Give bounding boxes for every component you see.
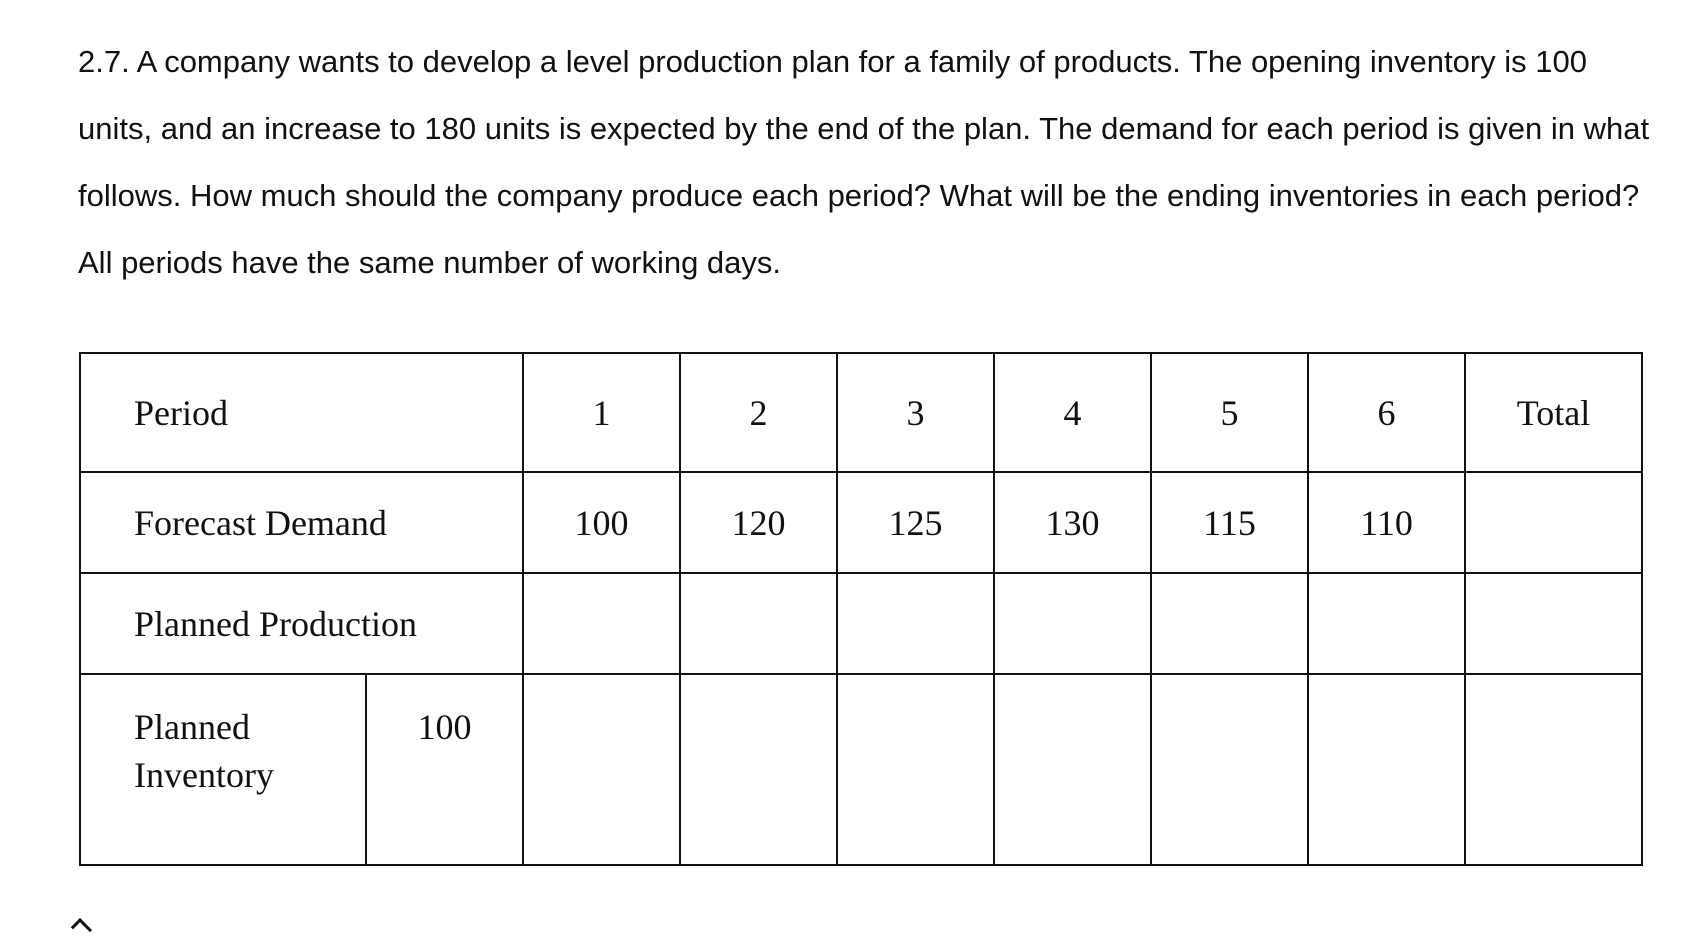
inventory-cell-2 [680, 674, 837, 865]
planned-inventory-label-line1: Planned [134, 707, 250, 747]
planned-production-label: Planned Production [80, 573, 523, 674]
forecast-demand-label: Forecast Demand [80, 472, 523, 573]
production-cell-2 [680, 573, 837, 674]
inventory-cell-3 [837, 674, 994, 865]
production-cell-6 [1308, 573, 1465, 674]
demand-cell-5: 115 [1151, 472, 1308, 573]
production-cell-5 [1151, 573, 1308, 674]
demand-cell-3: 125 [837, 472, 994, 573]
demand-total-cell [1465, 472, 1642, 573]
production-plan-table [79, 352, 1643, 866]
table-row-planned-production [80, 573, 1642, 674]
period-header-6: 6 [1308, 353, 1465, 472]
demand-cell-4: 130 [994, 472, 1151, 573]
planned-inventory-label-line2: Inventory [134, 755, 274, 795]
production-total-cell [1465, 573, 1642, 674]
inventory-cell-4 [994, 674, 1151, 865]
total-header: Total [1465, 353, 1642, 472]
cut-off-glyph [71, 918, 92, 939]
period-header-2: 2 [680, 353, 837, 472]
production-cell-1 [523, 573, 680, 674]
planned-inventory-label [80, 674, 366, 865]
problem-statement: 2.7. A company wants to develop a level production plan for a family of products. The opening inventory is 100 units, and an increase to 180 units is expected by the end of the plan. The demand for each period is given in what follows. How much should the company produce each period? What will be the ending inventories in each period? All periods have the same number of working days. [78, 44, 1650, 280]
demand-cell-1: 100 [523, 472, 680, 573]
production-cell-4 [994, 573, 1151, 674]
table-row-forecast-demand [80, 472, 1642, 573]
inventory-cell-5 [1151, 674, 1308, 865]
production-cell-3 [837, 573, 994, 674]
demand-cell-6: 110 [1308, 472, 1465, 573]
period-header-3: 3 [837, 353, 994, 472]
period-header-4: 4 [994, 353, 1151, 472]
inventory-total-cell [1465, 674, 1642, 865]
period-header-1: 1 [523, 353, 680, 472]
opening-inventory-cell: 100 [366, 674, 523, 865]
period-label: Period [80, 353, 523, 472]
inventory-cell-1 [523, 674, 680, 865]
table-row-period [80, 353, 1642, 472]
period-header-5: 5 [1151, 353, 1308, 472]
table-row-planned-inventory [80, 674, 1642, 865]
inventory-cell-6 [1308, 674, 1465, 865]
demand-cell-2: 120 [680, 472, 837, 573]
